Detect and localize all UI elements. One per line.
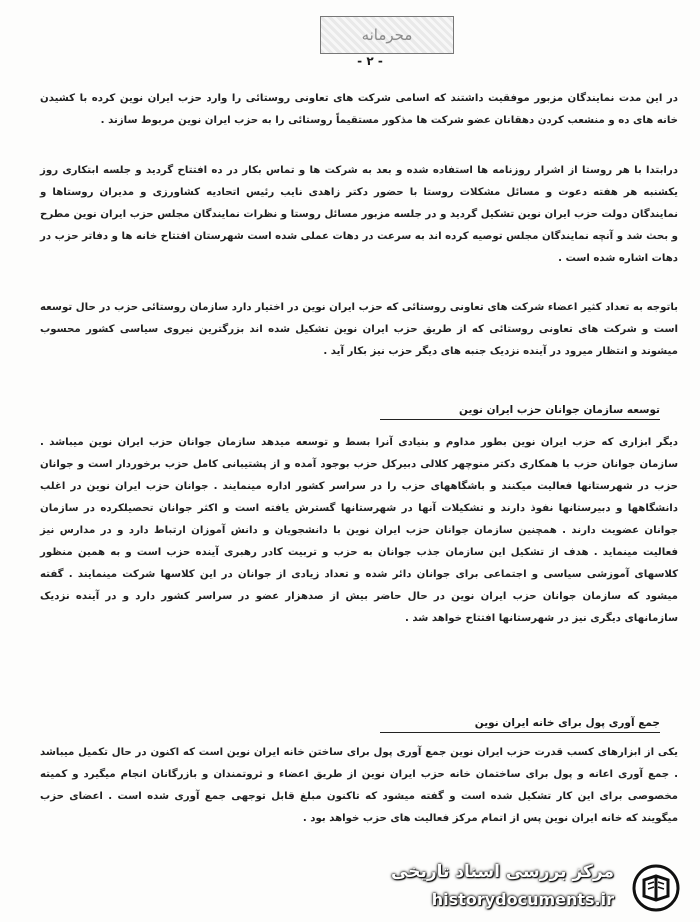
paragraph-2: درابتدا با هر روستا از اشرار روزنامه ها استفاده شده و بعد به شرکت ها و تماس بکار در ده افتتاح گردید و جلسه ابتکاری روز یکشنبه هر هفته دعوت و مسائل مشکلات روستا با حضور دکتر زاهدی نایب رئیس اتحادیه کشاورزی و مدیران روستاها و نمایندگان دولت حزب ایران نوین تشکیل گردید و در جلسه مزبور مسائل روستا و نظرات نمایندگان مجلس حزب ایران نوین مطرح و بحث شد و آنچه نمایندگان مجلس توصیه کرده اند به سرعت در دهات عملی شده است شهرستان افتتاح خانه ها و دفاتر حزب در دهات اشاره شده است . xyxy=(40,165,678,264)
paragraph-1: در این مدت نمایندگان مزبور موفقیت داشتند که اسامی شرکت های تعاونی روستائی را وارد حزب ایران نوین کرده با کشیدن خانه های ده و منشعب کردن دهقانان عضو شرکت ها مذکور مستقیماً روستائی را به حزب ایران نوین مربوط سازند . xyxy=(40,93,678,126)
archive-logo-icon xyxy=(628,862,684,914)
paragraph-3: باتوجه به تعداد کثیر اعضاء شرکت های تعاونی روستائی که حزب ایران نوین در اختیار دارد سازمان روستائی حزب در حال توسعه است و شرکت های تعاونی روستائی که از طریق حزب ایران نوین تشکیل شده اند بزرگترین نیروی سیاسی کشور محسوب میشوند و انتظار میرود در آینده نزدیک جنبه های دیگر حزب نیز بکار آید . xyxy=(40,302,678,357)
paragraph-4: دیگر ابزاری که حزب ایران نوین بطور مداوم و بنیادی آنرا بسط و توسعه میدهد سازمان جوانان حزب ایران نوین میباشد . سازمان جوانان حزب با همکاری دکتر منوچهر کلالی دبیرکل حزب بوجود آمده و از پشتیبانی کامل حزب برخوردار است و جوانان حزب در شهرستانها فعالیت میکنند و باشگاههای حزب را در سراسر کشور اداره مینمایند . جوانان حزب ایران نوین در اغلب دانشگاهها و دبیرستانها نفوذ دارند و تشکیلات آنها در شهرستانها گسترش یافته است و اکثر جوانان تحصیلکرده در سازمان جوانان عضویت دارند . همچنین سازمان جوانان حزب ایران نوین با دانشجویان و دانش آموزان ارتباط دارد و در مدارس نیز فعالیت مینماید . هدف از تشکیل این سازمان جذب جوانان به حزب و تربیت کادر رهبری آینده حزب است و به همین منظور کلاسهای آموزشی سیاسی و اجتماعی برای جوانان دائر شده و تعداد زیادی از جوانان در این کلاسها شرکت مینمایند . گفته میشود که سازمان جوانان حزب ایران نوین در حال حاضر بیش از صدهزار عضو در سراسر کشور دارد و در آینده نزدیک سازمانهای دیگری نیز در شهرستانها افتتاح خواهد شد . xyxy=(40,437,678,624)
watermark-url: historydocuments.ir xyxy=(431,890,614,909)
paragraph-5: یکی از ابزارهای کسب قدرت حزب ایران نوین جمع آوری پول برای ساختن خانه ایران نوین است که اکنون در حال تکمیل میباشد . جمع آوری اعانه و پول برای ساختمان خانه حزب ایران نوین از طریق اعضاء و ثروتمندان و بازرگانان انجام میگیرد و کمیته مخصوصی برای این کار تشکیل شده است و گفته میشود که تاکنون مبلغ قابل توجهی جمع آوری شده است . اعضای حزب میگویند که خانه ایران نوین پس از اتمام مرکز فعالیت های حزب خواهد بود . xyxy=(40,747,678,824)
watermark-title: مرکز بررسی اسناد تاریخی xyxy=(391,862,614,882)
page-number: - ۲ - xyxy=(357,54,383,68)
section-heading-fundraising: جمع آوری پول برای خانه ایران نوین xyxy=(380,717,660,733)
section-heading-youth: توسعه سازمان جوانان حزب ایران نوین xyxy=(380,404,660,420)
classification-stamp: محرمانه xyxy=(320,16,454,54)
watermark xyxy=(391,858,690,918)
